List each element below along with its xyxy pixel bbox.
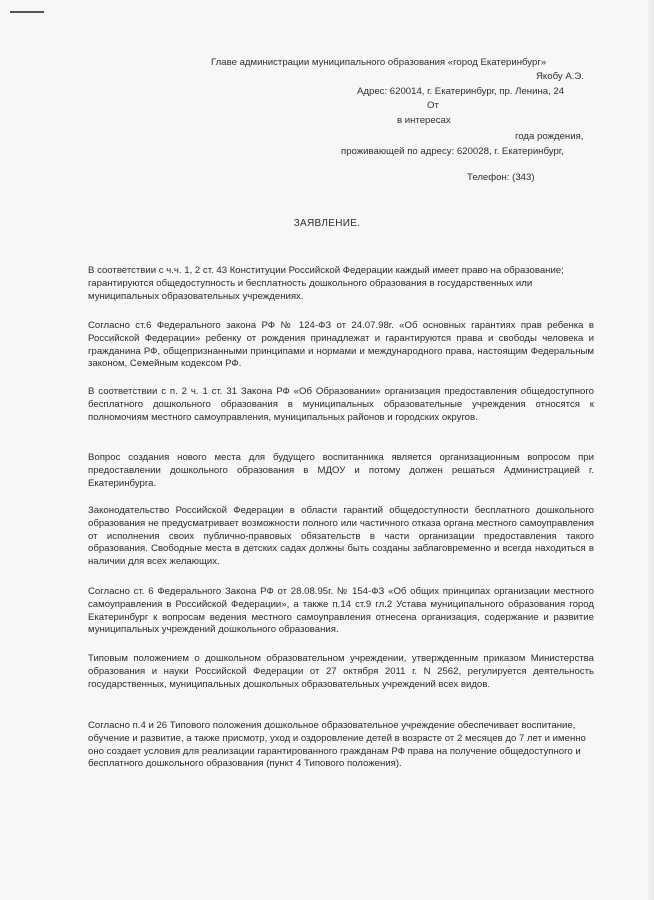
paragraph-5: Законодательство Российской Федерации в области гарантий общедоступности бесплатного дошкольного образования не предусматривает возможности полного или частичного отказа органа местного самоуправления от исполнения своих публично-правовых обязательств в части организации предоставления такого образования. Свободные места в детских садах должны быть созданы заблаговременно и всегда находиться в наличии для всех желающих. xyxy=(88,505,594,568)
paragraph-8: Согласно п.4 и 26 Типового положения дошкольное образовательное учреждение обеспечивает воспитание, обучение и развитие, а также присмотр, уход и оздоровление детей в возрасте от 2 месяцев до 7 лет и именно оно создает условия для реализации гарантированного гражданам РФ права на получение общедоступного и бесплатного дошкольного образования (пункт 4 Типового положения). xyxy=(88,720,586,770)
header-in-interests: в интересах xyxy=(397,115,451,126)
corner-scan-mark xyxy=(10,11,44,13)
paragraph-4: Вопрос создания нового места для будущего воспитанника является организационным вопросом при предоставлении дошкольного образования в МДОУ и потому должен решаться Администрацией г. Екатеринбурга. xyxy=(88,452,594,489)
document-title: ЗАЯВЛЕНИЕ. xyxy=(293,218,361,229)
header-address: Адрес: 620014, г. Екатеринбург, пр. Ленина, 24 xyxy=(357,86,565,97)
paragraph-7: Типовым положением о дошкольном образовательном учреждении, утвержденным приказом Министерства образования и науки Российской Федерации от 27 октября 2011 г. N 2562, регулируется деятельность государственных, муниципальных дошкольных образовательных учреждений всех видов. xyxy=(88,653,594,690)
header-from: От xyxy=(427,100,439,111)
header-phone: Телефон: (343) xyxy=(467,172,535,183)
header-birth-year: года рождения, xyxy=(515,131,584,142)
paragraph-3: В соответствии с п. 2 ч. 1 ст. 31 Закона РФ «Об Образовании» организация предоставления общедоступного бесплатного дошкольного образования в муниципальных образовательные учреждения относятся к полномочиям местного самоуправления, муниципальных районов и городских округов. xyxy=(88,386,594,423)
paragraph-2: Согласно ст.6 Федерального закона РФ № 124-ФЗ от 24.07.98г. «Об основных гарантиях прав ребенка в Российской Федерации» ребенку от рождения принадлежат и гарантируются права и свободы человека и гражданина РФ, общепризнанными принципами и нормами и международного права, настоящим Федеральным законом, Семейным кодексом РФ. xyxy=(88,320,594,370)
paragraph-6: Согласно ст. 6 Федерального Закона РФ от 28.08.95г. № 154-ФЗ «Об общих принципах организации местного самоуправления в Российской Федерации», а также п.14 ст.9 гл.2 Устава муниципального образования город Екатеринбург к вопросам ведения местного самоуправления отнесена организация, содержание и развитие муниципальных учреждений дошкольного образования. xyxy=(88,586,594,636)
header-addressee: Главе администрации муниципального образования «город Екатеринбург» xyxy=(211,57,547,68)
header-residence: проживающей по адресу: 620028, г. Екатеринбург, xyxy=(341,146,564,157)
header-addressee-name: Якобу А.Э. xyxy=(536,71,584,82)
paragraph-1: В соответствии с ч.ч. 1, 2 ст. 43 Конституции Российской Федерации каждый имеет право на образование; гарантируются общедоступность и бесплатность дошкольного образования в государственных или муниципальных образовательных учреждениях. xyxy=(88,265,564,302)
